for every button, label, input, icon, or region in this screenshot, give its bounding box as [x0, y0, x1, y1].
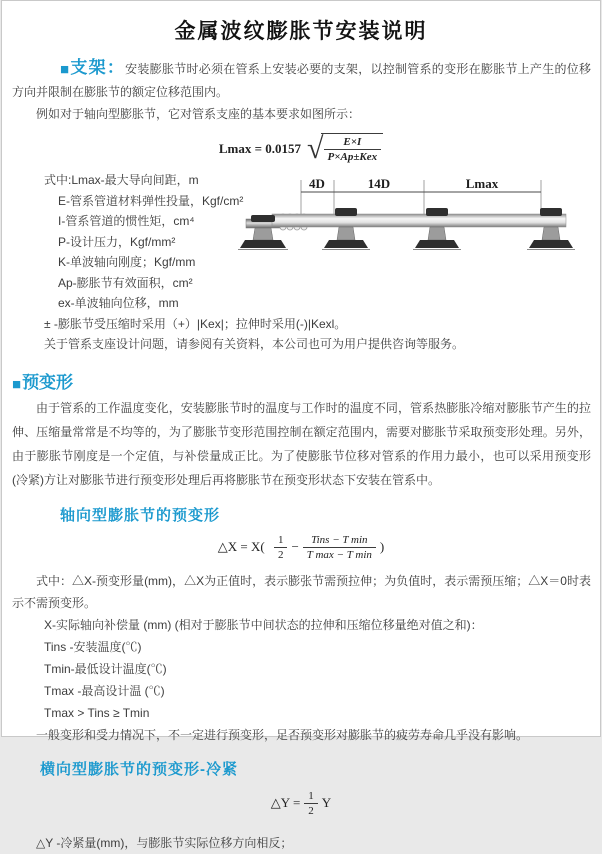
- predeform-section-heading: [12, 368, 600, 393]
- lateral-formula: [2, 789, 600, 818]
- axial-formula: [2, 533, 600, 562]
- def-item: K-单波轴向刚度；Kgf/mm: [58, 255, 196, 269]
- axial-def-line: Tins -安装温度(℃): [44, 639, 142, 654]
- support-text: 安装膨胀节时必须在管系上安装必要的支架，以控制管系的变形在膨胀节上产生的位移方向并限制在膨胀节的额定位移范围内。: [12, 62, 592, 99]
- section-bullet-icon: ■: [12, 375, 22, 393]
- axial-def-line: Tmax > Tins ≥ Tmin: [44, 705, 150, 720]
- lmax-formula: [2, 133, 600, 164]
- sqrt-radical: [307, 133, 383, 164]
- minus-sign: −: [291, 539, 299, 554]
- half-fraction: $\frac{1}{2}$: [274, 533, 288, 562]
- axial-formula-lhs: △X = X(: [217, 539, 265, 554]
- temperature-fraction: $\frac{\text{Tins − T min}}{\text{T max − T min}}$: [303, 533, 376, 562]
- defs-support-note: 关于管系支座设计问题，请参阅有关资料，本公司也可为用户提供咨询等服务。: [44, 337, 465, 351]
- axial-def-line: X-实际轴向补偿量 (mm) (相对于膨胀节中间状态的拉伸和压缩位移量绝对值之和)：: [44, 617, 483, 632]
- def-item: Ap-膨胀节有效面积，cm²: [58, 275, 193, 290]
- pipe: [272, 214, 566, 227]
- axial-def-line: Tmax -最高设计温 (℃): [44, 683, 165, 698]
- pipe-support-diagram: [244, 170, 602, 270]
- axial-note1: 式中：△X-预变形量(mm)，△X为正值时，表示膨张节需预拉伸；为负值时，表示需预压缩；△X＝0时表示不需预变形。: [12, 573, 591, 610]
- lmax-fraction-denominator: P×Ap±Kex: [327, 151, 378, 163]
- lateral-subheading: 横向型膨胀节的预变形-冷紧: [40, 760, 238, 778]
- half-fraction: $\frac{1}{2}$: [304, 789, 318, 818]
- lateral-formula-lhs: △Y =: [270, 795, 301, 810]
- support-example-text: 例如对于轴向型膨胀节，它对管系支座的基本要求如图所示：: [36, 107, 361, 121]
- axial-def-line: Tmin-最低设计温度(℃): [44, 661, 167, 676]
- predeform-paragraph: 由于管系的工作温度变化，安装膨胀节时的温度与工作时的温度不同，管系热膨胀冷缩对膨胀节产生的拉伸、压缩量常常是不均等的，为了膨胀节变形范围控制在额定范围内，需要对膨胀节采取预变形处理。另外，由于膨胀节刚度是一个定值，与补偿量成正比。为了使膨胀节位移对管系的作用力最小，也可以采用预变形(冷紧)方让对膨胀节进行预变形处理后再将膨胀节在预变形状态下安装在管系中。: [12, 400, 591, 487]
- def-item: I-管系管道的惯性矩，cm⁴: [58, 214, 195, 228]
- document-page: [1, 0, 601, 850]
- dim-label-14d: 14D: [367, 176, 391, 191]
- radical-sign: √: [307, 131, 324, 165]
- lateral-note: △Y -冷紧量(mm)，与膨胀节实际位移方向相反；: [36, 835, 293, 850]
- def-item: E-管系管道材料弹性投量，Kgf/cm²: [58, 193, 244, 208]
- dim-label-lmax: Lmax: [465, 176, 499, 191]
- axial-subheading: 轴向型膨胀节的预变形: [60, 506, 221, 524]
- lmax-formula-lhs: Lmax = 0.0157: [218, 140, 302, 156]
- section-bullet-icon: ■: [60, 61, 70, 78]
- defs-intro: 式中:Lmax-最大导向间距，m: [44, 173, 199, 187]
- predeform-section-label: 预变形: [22, 372, 74, 392]
- lmax-fraction-numerator: E×I: [324, 135, 382, 150]
- axial-formula-rhs: ): [379, 539, 385, 554]
- defs-plusminus-note: ± -膨胀节受压缩时采用（+）|Kex|；拉伸时采用(-)|Kexl。: [44, 316, 347, 331]
- lateral-formula-rhs: Y: [321, 795, 332, 810]
- definitions-and-diagram: [2, 170, 600, 355]
- dim-label-4d: 4D: [309, 176, 325, 191]
- def-item: ex-单波轴向位移，mm: [58, 296, 179, 310]
- support-section-label: 支架：: [70, 58, 126, 77]
- support-paragraph: [12, 57, 591, 103]
- axial-note2: 一般变形和受力情况下，不一定进行预变形，足否预变形对膨胀节的疲劳寿命几乎没有影响。: [36, 727, 529, 742]
- page-title: 金属波纹膨胀节安装说明: [174, 20, 428, 43]
- def-item: P-设计压力，Kgf/mm²: [58, 234, 176, 249]
- lmax-fraction: [324, 135, 382, 164]
